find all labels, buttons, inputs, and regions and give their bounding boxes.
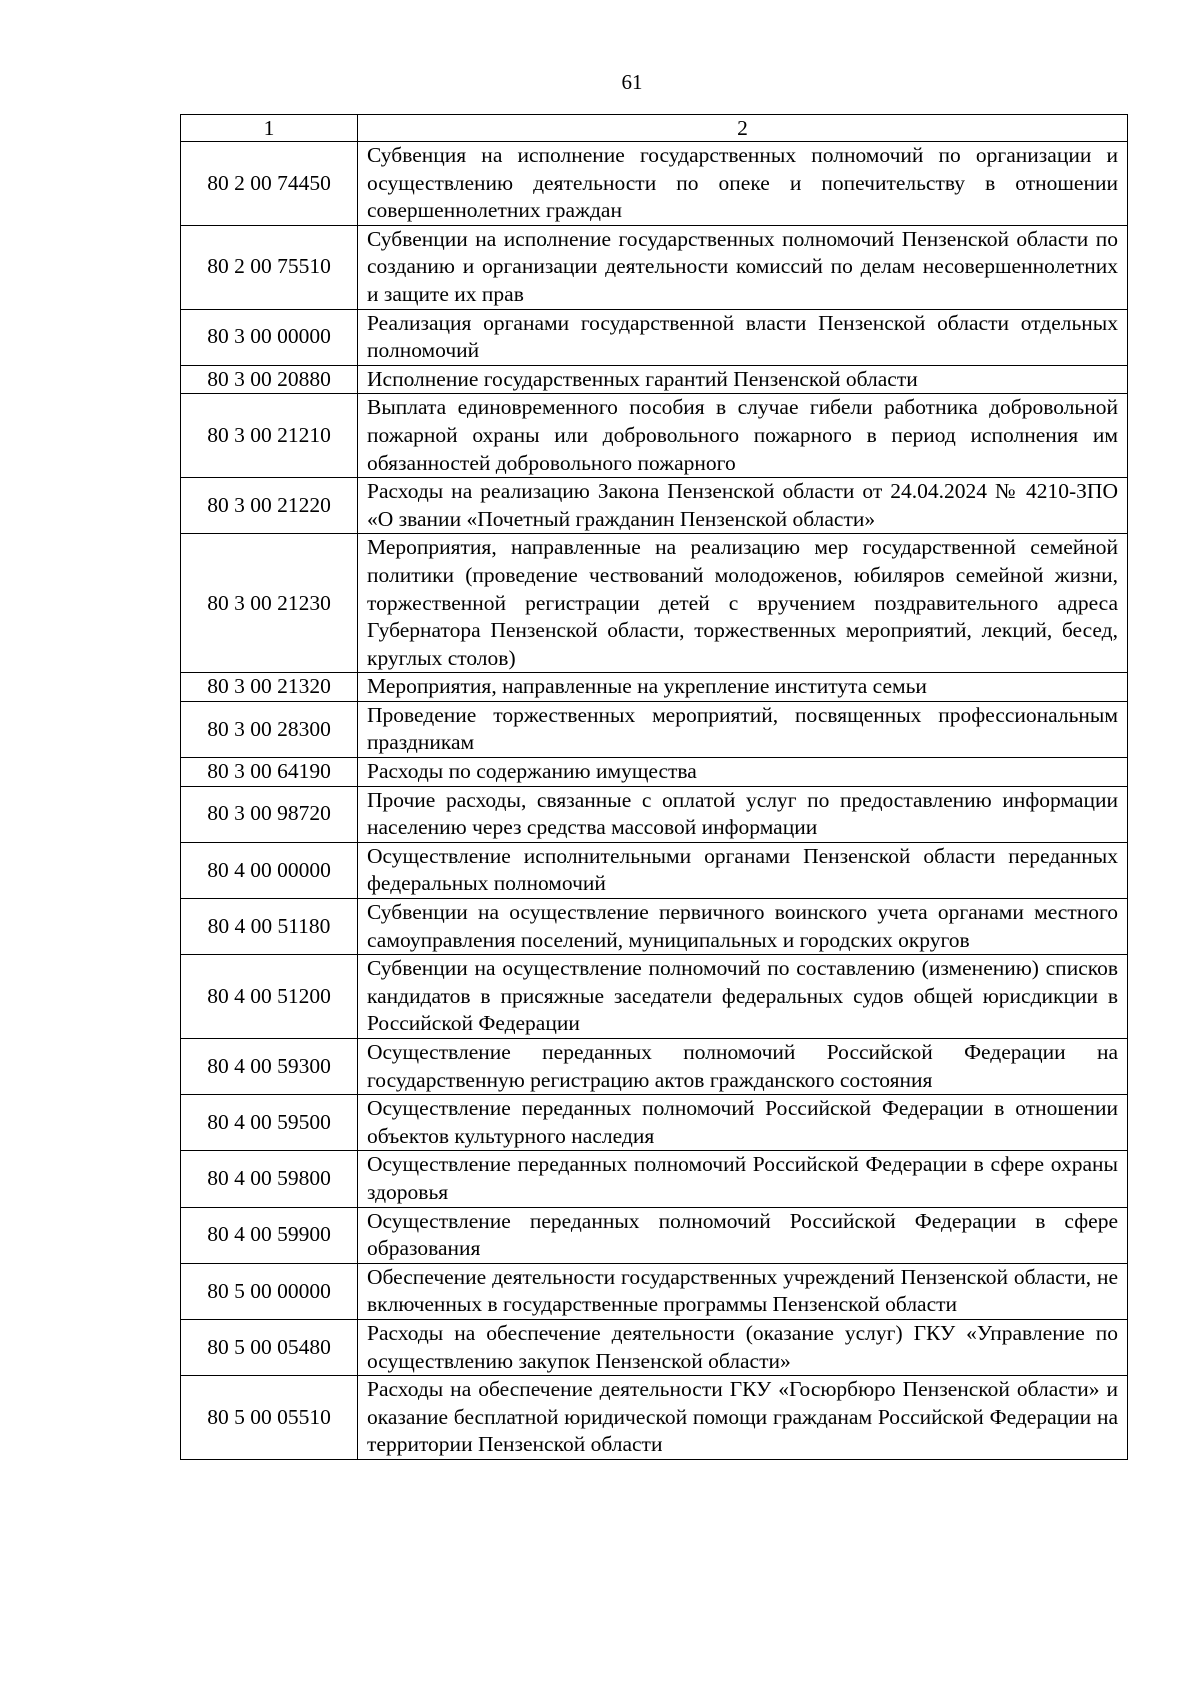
row-code: 80 3 00 64190 bbox=[181, 758, 358, 787]
row-description: Осуществление переданных полномочий Российской Федерации в отношении объектов культурного наследия bbox=[358, 1095, 1128, 1151]
header-col-1: 1 bbox=[181, 115, 358, 142]
row-description: Проведение торжественных мероприятий, посвященных профессиональным праздникам bbox=[358, 701, 1128, 757]
table-row bbox=[181, 1319, 1128, 1375]
row-code: 80 4 00 59900 bbox=[181, 1207, 358, 1263]
table-row bbox=[181, 309, 1128, 365]
row-description: Осуществление переданных полномочий Российской Федерации в сфере образования bbox=[358, 1207, 1128, 1263]
row-description: Субвенция на исполнение государственных полномочий по организации и осуществлению деятельности по опеке и попечительству в отношении совершеннолетних граждан bbox=[358, 142, 1128, 226]
table-row bbox=[181, 142, 1128, 226]
row-description: Расходы на обеспечение деятельности (оказание услуг) ГКУ «Управление по осуществлению закупок Пензенской области» bbox=[358, 1319, 1128, 1375]
row-code: 80 5 00 00000 bbox=[181, 1263, 358, 1319]
row-description: Субвенции на осуществление первичного воинского учета органами местного самоуправления поселений, муниципальных и городских округов bbox=[358, 899, 1128, 955]
row-code: 80 4 00 59500 bbox=[181, 1095, 358, 1151]
header-col-2: 2 bbox=[358, 115, 1128, 142]
row-description: Расходы на обеспечение деятельности ГКУ «Госюрбюро Пензенской области» и оказание бесплатной юридической помощи гражданам Российской Федерации на территории Пензенской области bbox=[358, 1376, 1128, 1460]
table-row bbox=[181, 1376, 1128, 1460]
row-description: Расходы по содержанию имущества bbox=[358, 758, 1128, 787]
table-row bbox=[181, 673, 1128, 702]
row-description: Субвенции на исполнение государственных полномочий Пензенской области по созданию и организации деятельности комиссий по делам несовершеннолетних и защите их прав bbox=[358, 225, 1128, 309]
table-row bbox=[181, 842, 1128, 898]
table-row bbox=[181, 394, 1128, 478]
row-code: 80 5 00 05510 bbox=[181, 1376, 358, 1460]
row-code: 80 4 00 59800 bbox=[181, 1151, 358, 1207]
row-code: 80 3 00 20880 bbox=[181, 365, 358, 394]
row-description: Осуществление переданных полномочий Российской Федерации на государственную регистрацию актов гражданского состояния bbox=[358, 1039, 1128, 1095]
row-description: Выплата единовременного пособия в случае гибели работника добровольной пожарной охраны или добровольного пожарного в период исполнения им обязанностей добровольного пожарного bbox=[358, 394, 1128, 478]
row-code: 80 4 00 51180 bbox=[181, 899, 358, 955]
row-code: 80 4 00 51200 bbox=[181, 955, 358, 1039]
table-row bbox=[181, 1151, 1128, 1207]
row-description: Расходы на реализацию Закона Пензенской области от 24.04.2024 № 4210-ЗПО «О звании «Почетный гражданин Пензенской области» bbox=[358, 478, 1128, 534]
page-number: 61 bbox=[621, 70, 643, 94]
row-code: 80 3 00 21230 bbox=[181, 534, 358, 673]
row-code: 80 3 00 21210 bbox=[181, 394, 358, 478]
table-row bbox=[181, 1039, 1128, 1095]
row-code: 80 4 00 59300 bbox=[181, 1039, 358, 1095]
budget-codes-table bbox=[180, 114, 1128, 1460]
table-row bbox=[181, 534, 1128, 673]
row-description: Субвенции на осуществление полномочий по составлению (изменению) списков кандидатов в присяжные заседатели федеральных судов общей юрисдикции в Российской Федерации bbox=[358, 955, 1128, 1039]
table-header-row bbox=[181, 115, 1128, 142]
row-code: 80 2 00 74450 bbox=[181, 142, 358, 226]
row-code: 80 3 00 21320 bbox=[181, 673, 358, 702]
row-code: 80 2 00 75510 bbox=[181, 225, 358, 309]
table-row bbox=[181, 1207, 1128, 1263]
row-description: Исполнение государственных гарантий Пензенской области bbox=[358, 365, 1128, 394]
row-code: 80 5 00 05480 bbox=[181, 1319, 358, 1375]
row-description: Осуществление исполнительными органами Пензенской области переданных федеральных полномочий bbox=[358, 842, 1128, 898]
row-code: 80 3 00 28300 bbox=[181, 701, 358, 757]
row-code: 80 3 00 00000 bbox=[181, 309, 358, 365]
row-description: Прочие расходы, связанные с оплатой услуг по предоставлению информации населению через средства массовой информации bbox=[358, 786, 1128, 842]
table-row bbox=[181, 899, 1128, 955]
row-description: Мероприятия, направленные на укрепление института семьи bbox=[358, 673, 1128, 702]
table-row bbox=[181, 225, 1128, 309]
row-code: 80 3 00 98720 bbox=[181, 786, 358, 842]
row-description: Осуществление переданных полномочий Российской Федерации в сфере охраны здоровья bbox=[358, 1151, 1128, 1207]
table-row bbox=[181, 365, 1128, 394]
table-row bbox=[181, 786, 1128, 842]
table-row bbox=[181, 1095, 1128, 1151]
row-code: 80 3 00 21220 bbox=[181, 478, 358, 534]
table-row bbox=[181, 478, 1128, 534]
row-description: Мероприятия, направленные на реализацию мер государственной семейной политики (проведение чествований молодоженов, юбиляров семейной жизни, торжественной регистрации детей с вручением поздравительного адреса Губернатора Пензенской области, торжественных мероприятий, лекций, бесед, круглых столов) bbox=[358, 534, 1128, 673]
row-code: 80 4 00 00000 bbox=[181, 842, 358, 898]
row-description: Обеспечение деятельности государственных учреждений Пензенской области, не включенных в государственные программы Пензенской области bbox=[358, 1263, 1128, 1319]
table-row bbox=[181, 758, 1128, 787]
table-row bbox=[181, 701, 1128, 757]
table-row bbox=[181, 1263, 1128, 1319]
table-row bbox=[181, 955, 1128, 1039]
row-description: Реализация органами государственной власти Пензенской области отдельных полномочий bbox=[358, 309, 1128, 365]
